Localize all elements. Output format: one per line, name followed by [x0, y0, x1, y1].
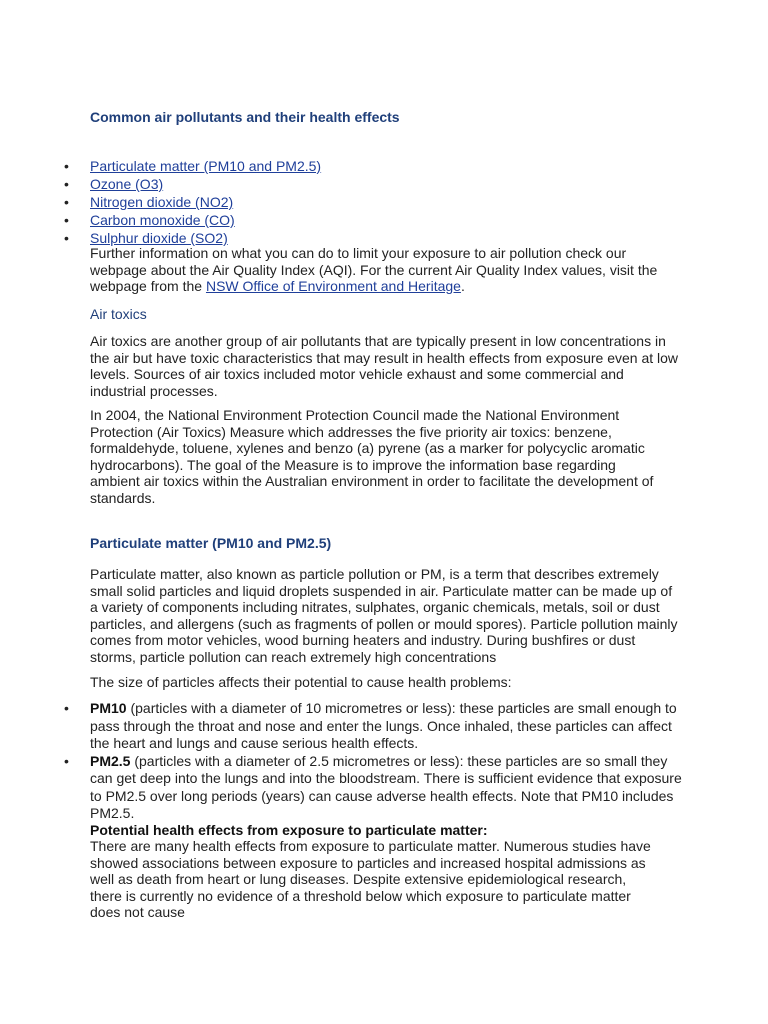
pm10-description: (particles with a diameter of 10 micrometres or less): these particles are small enough to pass through the throat and nose and enter the lungs. Once inhaled, these particles can affect the heart and lungs and cause serious health effects.: [90, 700, 677, 751]
bullet-icon: •: [64, 176, 69, 192]
pm25-description: (particles with a diameter of 2.5 micrometres or less): these particles are so small they can get deep into the lungs and into the bloodstream. There is sufficient evidence that exposure to PM2.5 over long periods (years) can cause adverse health effects. Note that PM10 includes PM2.5.: [90, 752, 682, 821]
further-info-text: Further information on what you can do to limit your exposure to air pollution check our webpage about the Air Quality Index (AQI). For the current Air Quality Index values, visit the webpage from the: [90, 245, 658, 294]
link-carbon-monoxide[interactable]: Carbon monoxide (CO): [90, 212, 235, 228]
link-sulphur-dioxide[interactable]: Sulphur dioxide (SO2): [90, 230, 228, 246]
bullet-icon: •: [64, 230, 69, 246]
list-item: [64, 175, 682, 193]
bullet-icon: •: [64, 700, 69, 716]
further-info-paragraph: [90, 245, 660, 295]
link-nitrogen-dioxide[interactable]: Nitrogen dioxide (NO2): [90, 194, 234, 210]
air-toxics-heading: Air toxics: [90, 306, 147, 322]
particulate-paragraph-1: Particulate matter, also known as particle pollution or PM, is a term that describes extremely small solid particles and liquid droplets suspended in air. Particulate matter can be made up of a variety of components including nitrates, sulphates, organic chemicals, metals, soil or dust particles, and allergens (such as fragments of pollen or mould spores). Particle pollution mainly comes from motor vehicles, wood burning heaters and industry. During bushfires or dust storms, particle pollution can reach extremely high concentrations: [90, 566, 678, 665]
particulate-heading: Particulate matter (PM10 and PM2.5): [90, 535, 332, 551]
bullet-icon: •: [64, 194, 69, 210]
air-toxics-paragraph-1: Air toxics are another group of air pollutants that are typically present in low concentrations in the air but have toxic characteristics that may result in health effects from exposure even at low levels. Sources of air toxics included motor vehicle exhaust and some commercial and industrial processes.: [90, 333, 679, 399]
further-info-end: .: [460, 278, 465, 294]
link-nsw-office[interactable]: NSW Office of Environment and Heritage: [205, 278, 461, 294]
bullet-icon: •: [64, 212, 69, 228]
list-item: [64, 157, 682, 175]
pollutant-link-list: [64, 157, 682, 247]
link-particulate-matter[interactable]: Particulate matter (PM10 and PM2.5): [90, 158, 322, 174]
list-item-pm10: [64, 700, 682, 753]
list-item: [64, 193, 682, 211]
bullet-icon: •: [64, 158, 69, 174]
bullet-icon: •: [64, 752, 69, 769]
air-toxics-paragraph-2: In 2004, the National Environment Protection Council made the National Environment Protection (Air Toxics) Measure which addresses the five priority air toxics: benzene, formaldehyde, toluene, xylenes and benzo (a) pyrene (as a marker for polycyclic aromatic hydrocarbons). The goal of the Measure is to improve the information base regarding ambient air toxics within the Australian environment in order to facilitate the development of standards.: [90, 407, 654, 506]
health-effects-heading: Potential health effects from exposure to particulate matter:: [90, 822, 488, 838]
pm25-label: PM2.5: [90, 752, 131, 769]
health-effects-paragraph: There are many health effects from exposure to particulate matter. Numerous studies have showed associations between exposure to particles and increased hospital admissions as well as death from heart or lung diseases. Despite extensive epidemiological research, there is currently no evidence of a threshold below which exposure to particulate matter does not cause: [90, 838, 651, 920]
particulate-paragraph-2: The size of particles affects their potential to cause health problems:: [90, 674, 512, 690]
link-ozone[interactable]: Ozone (O3): [90, 176, 164, 192]
particle-size-list: [64, 700, 682, 823]
page-title: Common air pollutants and their health effects: [90, 109, 400, 125]
list-item: [64, 211, 682, 229]
pm10-label: PM10: [90, 700, 127, 716]
list-item-pm25: [64, 752, 682, 823]
